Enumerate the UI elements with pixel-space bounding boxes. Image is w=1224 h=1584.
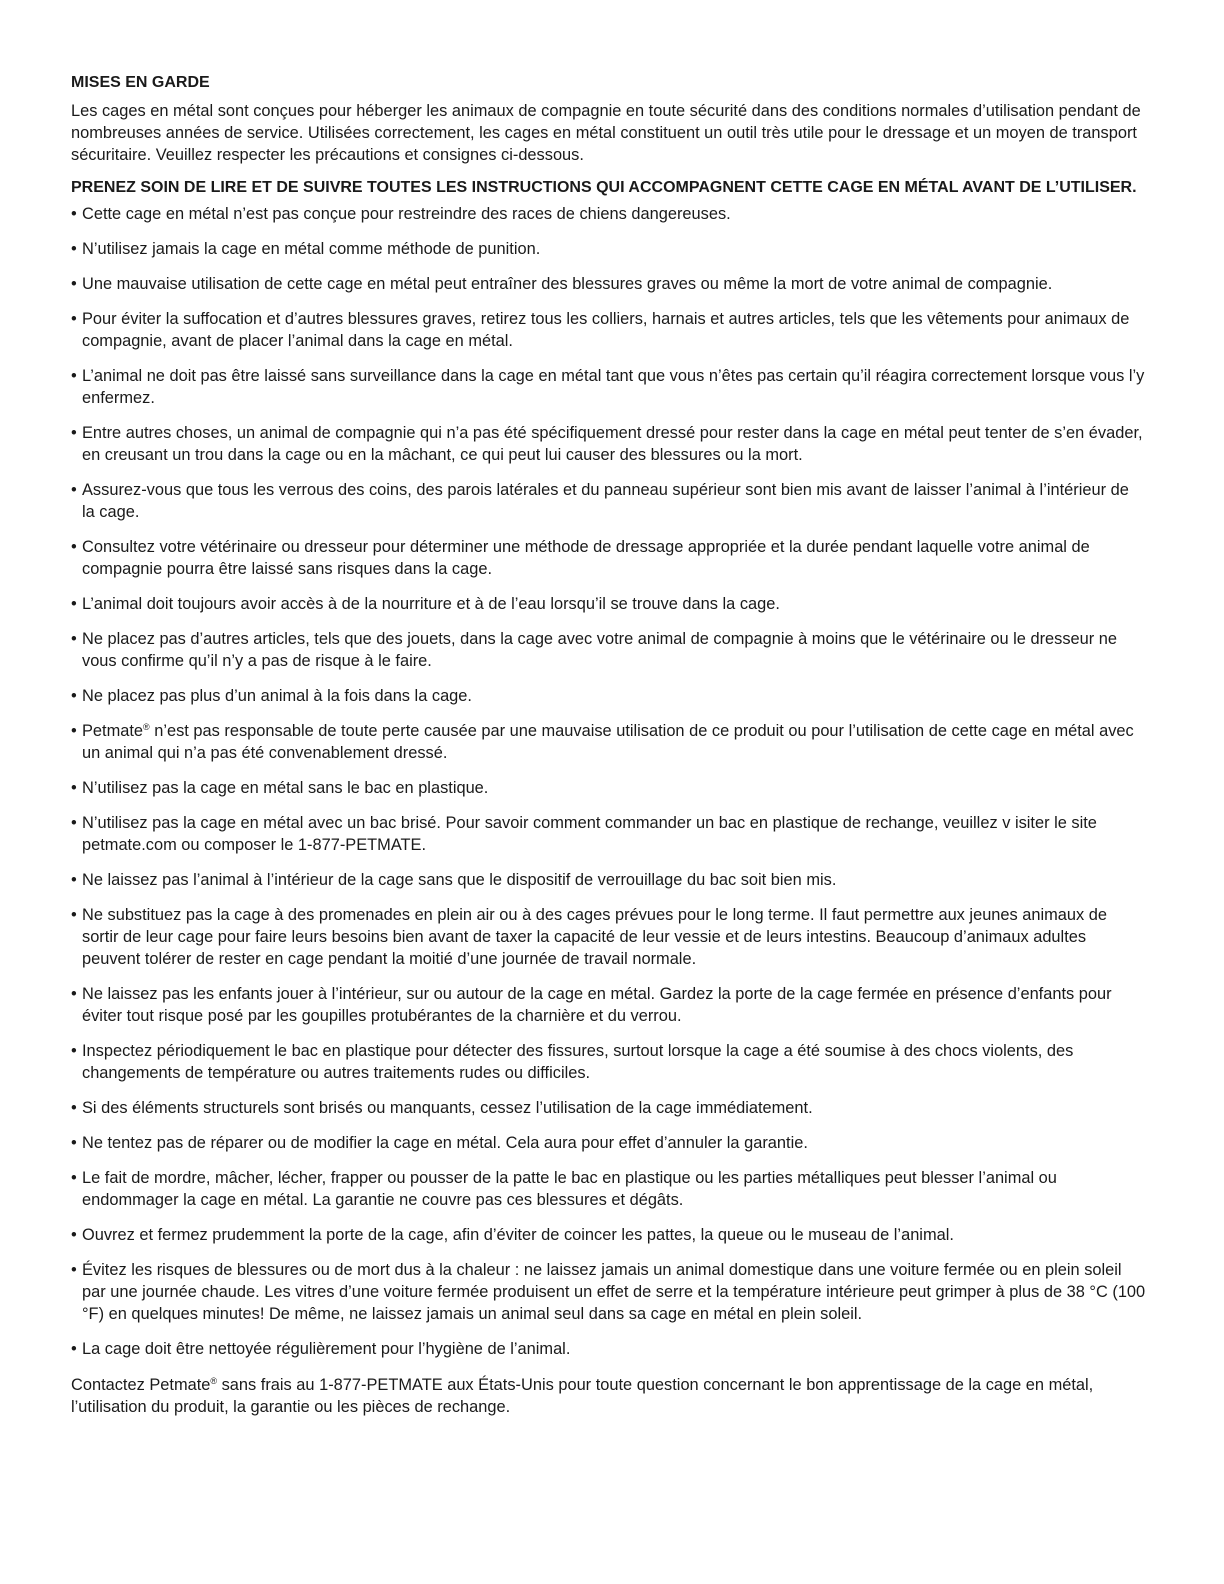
bullet-icon: • bbox=[71, 310, 77, 328]
warning-item bbox=[71, 365, 1146, 409]
warning-item bbox=[71, 1338, 1146, 1360]
bullet-icon: • bbox=[71, 275, 77, 293]
warning-item bbox=[71, 203, 1146, 225]
warning-text: Le fait de mordre, mâcher, lécher, frapper ou pousser de la patte le bac en plastique ou les parties métalliques peut blesser l’animal ou endommager la cage en métal. La garantie ne couvre pas ces blessures et dégâts. bbox=[82, 1169, 1057, 1209]
warning-item bbox=[71, 238, 1146, 260]
warning-text: Une mauvaise utilisation de cette cage en métal peut entraîner des blessures graves ou même la mort de votre animal de compagnie. bbox=[82, 275, 1053, 293]
warning-text: Ne substituez pas la cage à des promenades en plein air ou à des cages prévues pour le long terme. Il faut permettre aux jeunes animaux de sortir de leur cage pour faire leurs besoins bien avant de taxer la capacité de leur vessie et de leurs intestins. Beaucoup d’animaux adultes peuvent tolérer de rester en cage pendant la moitié d’une journée de travail normale. bbox=[82, 906, 1108, 968]
intro-paragraph: Les cages en métal sont conçues pour héberger les animaux de compagnie en toute sécurité dans des conditions normales d’utilisation pendant de nombreuses années de service. Utilisées correctement, les cages en métal constituent un outil très utile pour le dressage et un moyen de transport sécuritaire. Veuillez respecter les précautions et consignes ci-dessous. bbox=[71, 102, 1141, 164]
bullet-icon: • bbox=[71, 779, 77, 797]
warning-item bbox=[71, 1259, 1146, 1325]
warning-item bbox=[71, 812, 1146, 856]
warning-text: Pour éviter la suffocation et d’autres blessures graves, retirez tous les colliers, harnais et autres articles, tels que les vêtements pour animaux de compagnie, avant de placer l’animal dans la cage en métal. bbox=[82, 310, 1130, 350]
warning-text: Inspectez périodiquement le bac en plastique pour détecter des fissures, surtout lorsque la cage a été soumise à des chocs violents, des changements de température ou autres traitements rudes ou difficiles. bbox=[82, 1042, 1074, 1082]
bullet-icon: • bbox=[71, 1169, 77, 1187]
warning-text: Assurez-vous que tous les verrous des coins, des parois latérales et du panneau supérieur sont bien mis avant de laisser l’animal à l’intérieur de la cage. bbox=[82, 481, 1129, 521]
warning-item bbox=[71, 1132, 1146, 1154]
warning-item bbox=[71, 1167, 1146, 1211]
warning-text: La cage doit être nettoyée régulièrement pour l’hygiène de l’animal. bbox=[82, 1340, 571, 1358]
bullet-icon: • bbox=[71, 630, 77, 648]
warning-item bbox=[71, 593, 1146, 615]
bullet-icon: • bbox=[71, 1134, 77, 1152]
bullet-icon: • bbox=[71, 1042, 77, 1060]
bullet-icon: • bbox=[71, 906, 77, 924]
bullet-icon: • bbox=[71, 481, 77, 499]
bullet-icon: • bbox=[71, 1261, 77, 1279]
document-page bbox=[71, 72, 1146, 1418]
warning-item bbox=[71, 1040, 1146, 1084]
warning-text: N’utilisez pas la cage en métal avec un bac brisé. Pour savoir comment commander un bac en plastique de rechange, veuillez v isiter le site petmate.com ou composer le 1-877-PETMATE. bbox=[82, 814, 1097, 854]
page-heading: MISES EN GARDE bbox=[71, 74, 210, 91]
warning-item bbox=[71, 479, 1146, 523]
bullet-icon: • bbox=[71, 1340, 77, 1358]
bullet-icon: • bbox=[71, 814, 77, 832]
warning-text: N’utilisez pas la cage en métal sans le bac en plastique. bbox=[82, 779, 489, 797]
warning-text: Petmate® n’est pas responsable de toute perte causée par une mauvaise utilisation de ce produit ou pour l’utilisation de cette cage en métal avec un animal qui n’a pas été convenablement dressé. bbox=[82, 722, 1134, 762]
warning-text: L’animal doit toujours avoir accès à de la nourriture et à de l’eau lorsqu’il se trouve dans la cage. bbox=[82, 595, 780, 613]
warning-text: Ne placez pas plus d’un animal à la fois dans la cage. bbox=[82, 687, 472, 705]
warning-item bbox=[71, 1097, 1146, 1119]
warning-item bbox=[71, 983, 1146, 1027]
warning-text: N’utilisez jamais la cage en métal comme méthode de punition. bbox=[82, 240, 541, 258]
bullet-icon: • bbox=[71, 538, 77, 556]
warning-text: Cette cage en métal n’est pas conçue pour restreindre des races de chiens dangereuses. bbox=[82, 205, 731, 223]
warning-text: Évitez les risques de blessures ou de mort dus à la chaleur : ne laissez jamais un animal domestique dans une voiture fermée ou en plein soleil par une journée chaude. Les vitres d’une voiture fermée produisent un effet de serre et la température intérieure peut grimper à plus de 38 °C (100 °F) en quelques minutes! De même, ne laissez jamais un animal seul dans sa cage en métal en plein soleil. bbox=[82, 1261, 1146, 1323]
warning-item bbox=[71, 869, 1146, 891]
warning-item bbox=[71, 1224, 1146, 1246]
warning-text: Ouvrez et fermez prudemment la porte de la cage, afin d’éviter de coincer les pattes, la queue ou le museau de l’animal. bbox=[82, 1226, 954, 1244]
bullet-icon: • bbox=[71, 424, 77, 442]
warning-item bbox=[71, 904, 1146, 970]
bullet-icon: • bbox=[71, 687, 77, 705]
instructions-subheading: PRENEZ SOIN DE LIRE ET DE SUIVRE TOUTES LES INSTRUCTIONS QUI ACCOMPAGNENT CETTE CAGE EN MÉTAL AVANT DE L’UTILISER. bbox=[71, 179, 1137, 196]
warning-item bbox=[71, 273, 1146, 295]
warning-item bbox=[71, 685, 1146, 707]
bullet-icon: • bbox=[71, 595, 77, 613]
warning-text: Entre autres choses, un animal de compagnie qui n’a pas été spécifiquement dressé pour rester dans la cage en métal peut tenter de s’en évader, en creusant un trou dans la cage ou en la mâchant, ce qui peut lui causer des blessures ou la mort. bbox=[82, 424, 1143, 464]
warning-item bbox=[71, 536, 1146, 580]
bullet-icon: • bbox=[71, 205, 77, 223]
warning-text: Consultez votre vétérinaire ou dresseur pour déterminer une méthode de dressage appropriée et la durée pendant laquelle votre animal de compagnie pourra être laissé sans risques dans la cage. bbox=[82, 538, 1090, 578]
warning-item bbox=[71, 720, 1146, 764]
warning-item bbox=[71, 628, 1146, 672]
warning-item bbox=[71, 777, 1146, 799]
bullet-icon: • bbox=[71, 1226, 77, 1244]
bullet-icon: • bbox=[71, 1099, 77, 1117]
warning-text: Si des éléments structurels sont brisés ou manquants, cessez l’utilisation de la cage immédiatement. bbox=[82, 1099, 813, 1117]
warnings-list bbox=[71, 203, 1146, 1360]
warning-item bbox=[71, 422, 1146, 466]
bullet-icon: • bbox=[71, 722, 77, 740]
warning-item bbox=[71, 308, 1146, 352]
bullet-icon: • bbox=[71, 871, 77, 889]
warning-text: L’animal ne doit pas être laissé sans surveillance dans la cage en métal tant que vous n’êtes pas certain qu’il réagira correctement lorsque vous l’y enfermez. bbox=[82, 367, 1145, 407]
warning-text: Ne laissez pas l’animal à l’intérieur de la cage sans que le dispositif de verrouillage du bac soit bien mis. bbox=[82, 871, 837, 889]
warning-text: Ne tentez pas de réparer ou de modifier la cage en métal. Cela aura pour effet d’annuler la garantie. bbox=[82, 1134, 808, 1152]
bullet-icon: • bbox=[71, 240, 77, 258]
warning-text: Ne placez pas d’autres articles, tels que des jouets, dans la cage avec votre animal de compagnie à moins que le vétérinaire ou le dresseur ne vous confirme qu’il n’y a pas de risque à le faire. bbox=[82, 630, 1118, 670]
warning-text: Ne laissez pas les enfants jouer à l’intérieur, sur ou autour de la cage en métal. Gardez la porte de la cage fermée en présence d’enfants pour éviter tout risque posé par les goupilles protubérantes de la charnière et du verrou. bbox=[82, 985, 1112, 1025]
contact-paragraph: Contactez Petmate® sans frais au 1-877-PETMATE aux États-Unis pour toute question concernant le bon apprentissage de la cage en métal, l’utilisation du produit, la garantie ou les pièces de rechange. bbox=[71, 1376, 1094, 1416]
bullet-icon: • bbox=[71, 367, 77, 385]
bullet-icon: • bbox=[71, 985, 77, 1003]
